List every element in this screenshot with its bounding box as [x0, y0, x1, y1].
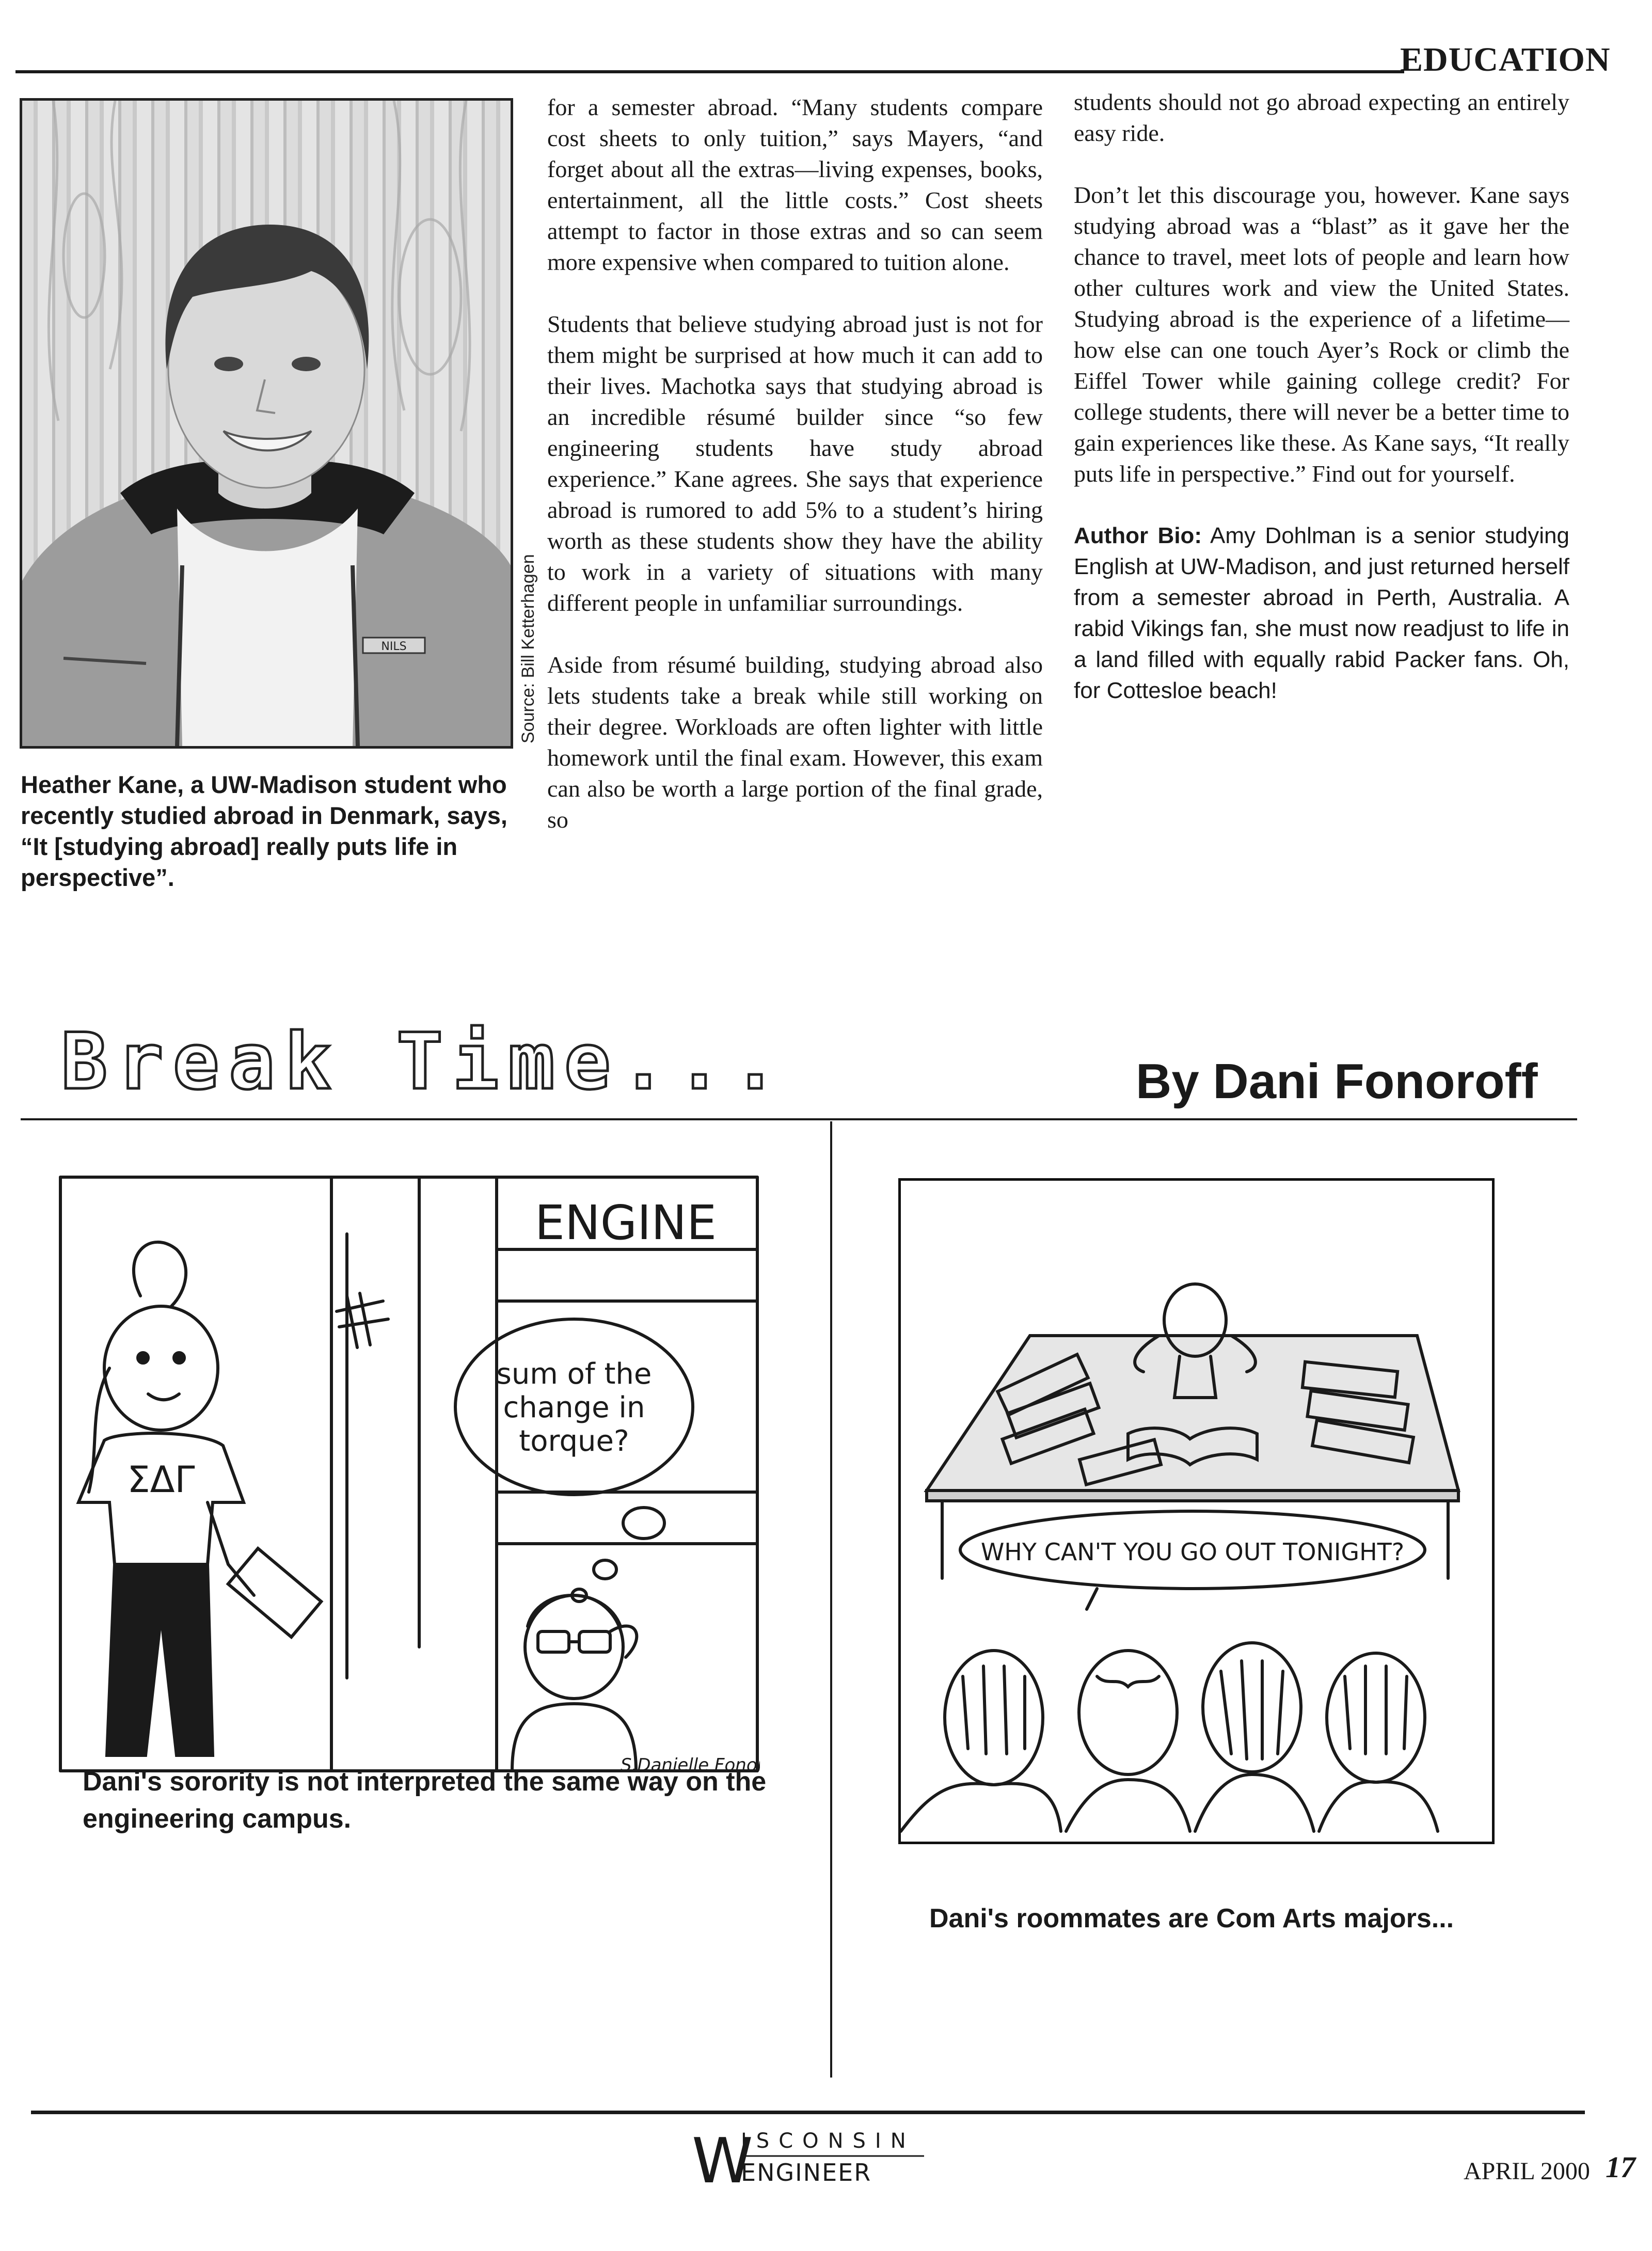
article-column-2 — [1074, 87, 1569, 737]
masthead-initial: W — [692, 2126, 753, 2195]
author-bio-text: Amy Dohlman is a senior studying English at UW-Madison, and just returned herself from a semester abroad in Perth, Australia. A rabid Vikings fan, she must now readjust to life in a land filled with equally rabid Packer fans. Oh, for Cottesloe beach! — [1074, 523, 1569, 703]
thought-line-1: sum of the — [496, 1357, 652, 1391]
header-rule — [15, 70, 1404, 73]
comic-left-caption: Dani's sorority is not interpreted the same way on the engineering campus. — [83, 1767, 767, 1834]
comic-speech: WHY CAN'T YOU GO OUT TONIGHT? — [980, 1538, 1405, 1566]
article-paragraph: for a semester abroad. “Many students compare cost sheets to only tuition,” says Mayers, “and forget about all the extras—living expenses, books, entertainment, all the little costs.” Cost sheets attempt to factor in those extras and so can seem more expensive when compared to tuition alone. — [547, 94, 1043, 275]
footer-rule — [31, 2111, 1585, 2114]
portrait-photo — [20, 98, 513, 749]
masthead-top: ISCONSIN — [741, 2129, 915, 2153]
author-bio-label: Author Bio: — [1074, 523, 1202, 548]
footer-page-number: 17 — [1606, 2150, 1635, 2184]
thought-line-3: torque? — [519, 1424, 629, 1458]
masthead-bottom: ENGINEER — [741, 2159, 872, 2186]
comic-right-caption: Dani's roommates are Com Arts majors... — [929, 1904, 1454, 1933]
comic-sign: ENGINE — [534, 1195, 717, 1250]
footer-issue: APRIL 2000 — [1464, 2158, 1590, 2185]
comic-title: Break Time... — [61, 1017, 788, 1107]
masthead-logo — [692, 2123, 929, 2198]
photo-credit: Source: Bill Ketterhagen — [518, 554, 538, 743]
artist-signature: S.Danielle Fono — [621, 1755, 757, 1776]
article-paragraph: students should not go abroad expecting an entirely easy ride. — [1074, 89, 1569, 146]
comic-shirt-letters: ΣΔΓ — [127, 1459, 195, 1501]
comic-panel-right — [898, 1178, 1495, 1844]
masthead-graphic — [692, 2123, 929, 2195]
comic-rule — [21, 1118, 1577, 1120]
article-paragraph: Don’t let this discourage you, however. Kane says studying abroad was a “blast” as it gave her the chance to travel, meet lots of people and learn how other cultures work and view the United States. Studying abroad is the experience of a lifetime—how else can one touch Ayer’s Rock or climb the Eiffel Tower while gaining college credit? For college students, there will never be a better time to gain experiences like these. As Kane says, “It really puts life in perspective.” Find out for yourself. — [1074, 182, 1569, 487]
portrait-illustration — [22, 101, 511, 746]
thought-line-2: change in — [503, 1391, 645, 1424]
jacket-label: NILS — [381, 640, 407, 653]
article-paragraph: Students that believe studying abroad just is not for them might be surprised at how much it can add to their lives. Machotka says that studying abroad is an incredible résumé builder since “so few engineering students have study abroad experience.” Kane agrees. She says that experience abroad is rumored to add 5% to a student’s hiring worth as these students show they have the ability to work in a variety of situations with many different people in unfamiliar surroundings. — [547, 311, 1043, 616]
article-column-1 — [547, 92, 1043, 866]
author-bio — [1074, 520, 1569, 706]
comic-byline: By Dani Fonoroff — [1136, 1054, 1538, 1109]
photo-caption: Heather Kane, a UW-Madison student who recently studied abroad in Denmark, says, “It [studying abroad] really puts life in perspective”. — [21, 771, 507, 891]
comic-divider — [830, 1121, 832, 2078]
comic-right-drawing — [901, 1181, 1492, 1842]
article-paragraph: Aside from résumé building, studying abroad also lets students take a break while still working on their degree. Workloads are often lighter with little homework until the final exam. However, this exam can also be worth a large portion of the final grade, so — [547, 652, 1043, 833]
section-label: EDUCATION — [1400, 41, 1611, 78]
